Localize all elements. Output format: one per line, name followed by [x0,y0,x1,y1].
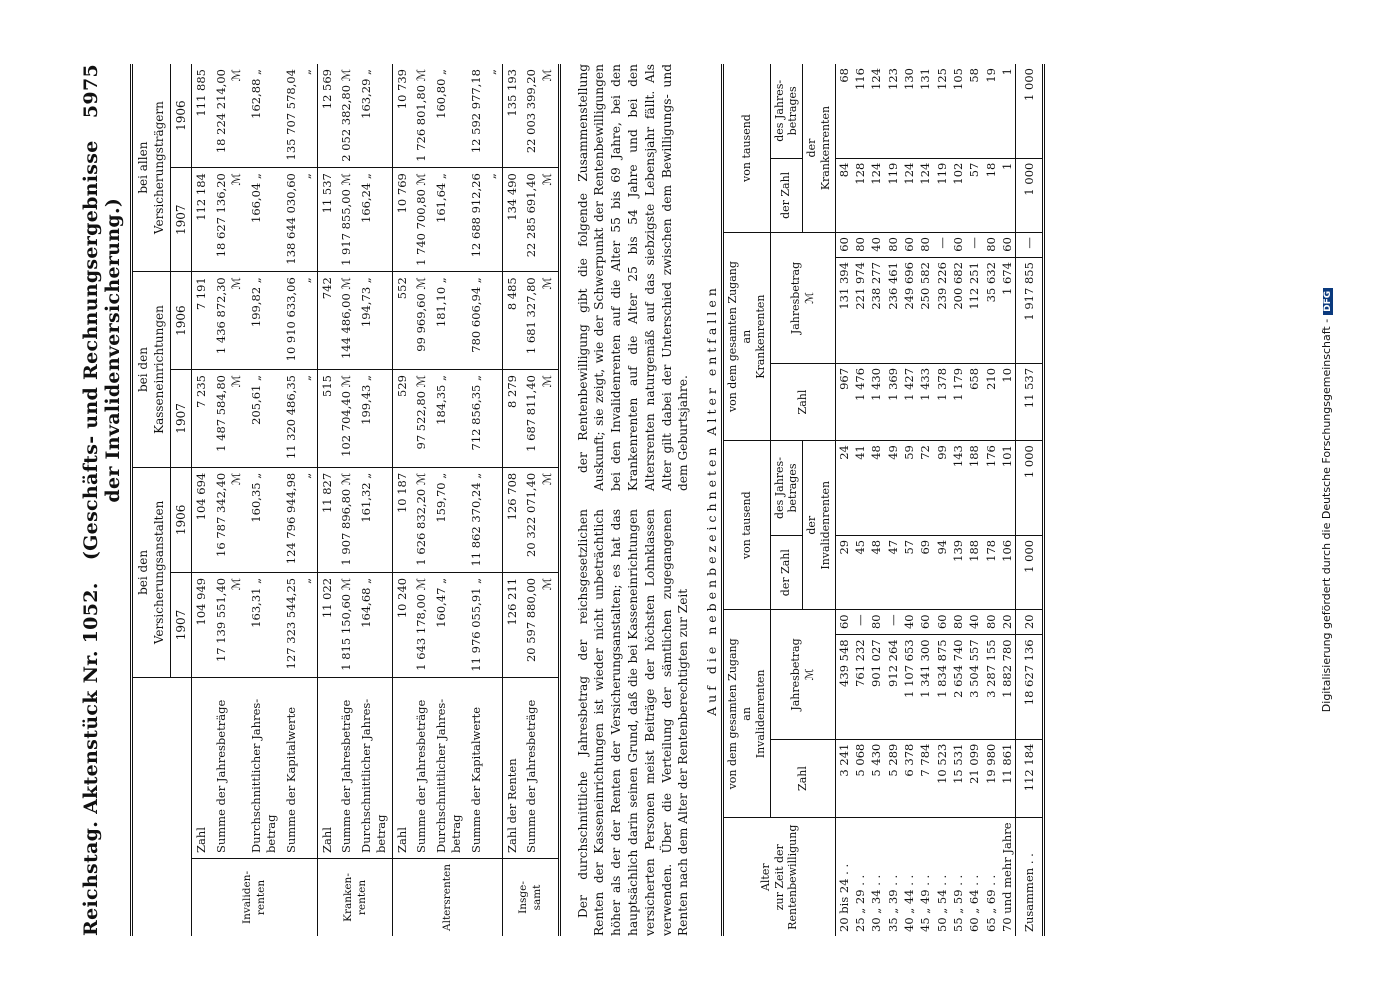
inv-t-zahl-cell: 47 [885,535,901,609]
age-row [852,64,868,936]
age-cell: 20 bis 24 . . [836,863,851,932]
inv-betrag-header: Jahresbetrag ℳ [770,610,835,739]
value-cell: 127 323 544,25 „ [282,572,318,677]
value-cell: 1 643 178,00 ℳ [412,572,432,677]
inv-betrag-cell: 912 264 [885,635,901,739]
value-cell: 12 592 977,18 „ [467,64,503,168]
kr-t-zahl-cell: 124 [901,158,917,232]
summary-row [212,64,247,936]
row-label: Summe der Jahresbeträge [412,678,432,859]
value-cell: 11 862 370,24 „ [467,467,503,572]
year-header: 1907 [171,168,192,272]
age-row [868,64,884,936]
value-cell: 1 907 896,80 ℳ [337,467,357,572]
value-cell: 160,80 „ [432,64,467,168]
value-cell: 135 707 578,04 „ [282,64,318,168]
row-label: Zahl [192,678,212,859]
inv-betrag-cell: 1 834 875 [934,635,950,739]
value-cell: 162,88 „ [247,64,282,168]
summary-row [392,64,412,936]
value-cell: 102 704,40 ℳ [337,370,357,468]
value-cell: 112 184 [192,168,212,272]
kr-t-sub-header: der Krankenrenten [803,64,836,233]
value-cell: 134 490 [502,168,522,272]
value-cell: 97 522,80 ℳ [412,370,432,468]
value-cell: 16 787 342,40 ℳ [212,467,247,572]
inv-pf-cell: — [885,610,901,635]
value-cell: 1 726 801,80 ℳ [412,64,432,168]
kr-t-zahl-cell: 124 [917,158,933,232]
value-cell: 160,47 „ [432,572,467,677]
kr-betrag-cell: 112 251 [966,258,982,364]
value-cell: 164,68 „ [357,572,393,677]
value-cell: 1 436 872,30 ℳ [212,272,247,370]
summary-row [432,64,467,936]
kr-t-betrag-cell: 1 [999,64,1016,158]
inv-betrag-cell: 439 548 [835,635,852,739]
row-label: Summe der Kapitalwerte [467,678,503,859]
kr-zahl-cell: 11 537 [1016,363,1044,440]
inv-t-betrag-cell: 176 [983,441,999,536]
year-header: 1906 [171,272,192,370]
value-cell: 160,35 „ [247,467,282,572]
inv-betrag-cell: 1 341 300 [917,635,933,739]
kr-t-zahl-cell: 1 [999,158,1016,232]
inv-zahl-cell: 5 068 [852,739,868,818]
value-cell: 1 687 811,40 ℳ [522,370,559,468]
inv-t-betrag-header: des Jahres- betrages [770,441,803,536]
inv-pf-cell: 20 [1016,610,1044,635]
kr-zahl-cell: 658 [966,363,982,440]
page-number: 5975 [80,64,102,119]
value-cell: 10 240 [392,572,412,677]
age-row [901,64,917,936]
inv-betrag-cell: 1 882 780 [999,635,1016,739]
summary-row [337,64,357,936]
summary-row [247,64,282,936]
summary-row [192,64,212,936]
value-cell: 529 [392,370,412,468]
total-row [1016,64,1044,936]
inv-t-sub-header: der Invalidenrenten [803,441,836,610]
inv-t-betrag-cell: 41 [852,441,868,536]
age-row [966,64,982,936]
value-cell: 163,29 „ [357,64,393,168]
inv-pf-cell: 60 [917,610,933,635]
value-cell: 20 322 071,40 ℳ [522,467,559,572]
inv-t-betrag-cell: 49 [885,441,901,536]
header-center: (Geschäfts- und Rechnungsergebnisse der Invalidenversicherung.) [80,140,124,561]
digitization-credit [1320,0,1333,1000]
value-cell: 111 885 [192,64,212,168]
summary-row [357,64,393,936]
inv-pf-cell: 80 [983,610,999,635]
kr-t-betrag-cell: 105 [950,64,966,158]
kr-t-betrag-header: des Jahres- betrages [770,64,803,158]
kr-t-betrag-cell: 19 [983,64,999,158]
value-cell: 18 224 214,00 ℳ [212,64,247,168]
inv-zahl-cell: 5 289 [885,739,901,818]
kr-pf-cell: — [1016,233,1044,258]
summary-row [412,64,432,936]
value-cell: 22 003 399,20 ℳ [522,64,559,168]
age-cell: 55 „ 59 . . [950,874,965,932]
inv-t-betrag-cell: 72 [917,441,933,536]
row-label: Durchschnittlicher Jahres- betrag [247,678,282,859]
value-cell: 138 644 030,60 „ [282,168,318,272]
age-row [917,64,933,936]
kr-zahl-cell: 1 378 [934,363,950,440]
summary-table [130,64,561,936]
kr-t-zahl-cell: 84 [835,158,852,232]
value-cell: 7 235 [192,370,212,468]
value-cell: 7 191 [192,272,212,370]
row-label: Zahl [317,678,337,859]
kr-t-zahl-cell: 119 [934,158,950,232]
kr-pf-cell: — [966,233,982,258]
kr-zahl-cell: 1 476 [852,363,868,440]
value-cell: 2 052 382,80 ℳ [337,64,357,168]
kr-betrag-cell: 35 632 [983,258,999,364]
value-cell: 712 856,35 „ [467,370,503,468]
kr-t-zahl-cell: 119 [885,158,901,232]
kr-zahl-cell: 1 430 [868,363,884,440]
inv-t-betrag-cell: 48 [868,441,884,536]
year-header: 1907 [171,370,192,468]
value-cell: 10 187 [392,467,412,572]
value-cell: 12 569 [317,64,337,168]
kr-pf-cell: 60 [835,233,852,258]
age-table-caption: Auf die nebenbezeichneten Alter entfallen [704,284,720,716]
inv-t-betrag-cell: 101 [999,441,1016,536]
value-cell: 11 320 486,35 „ [282,370,318,468]
value-cell: 18 627 136,20 ℳ [212,168,247,272]
age-row [885,64,901,936]
section-label: Invaliden- renten [241,870,268,925]
inv-t-zahl-cell: 57 [901,535,917,609]
age-cell: 65 „ 69 . . [983,874,998,932]
inv-t-betrag-cell: 99 [934,441,950,536]
inv-t-betrag-cell: 188 [966,441,982,536]
inv-t-zahl-cell: 139 [950,535,966,609]
kr-zahl-cell: 1 369 [885,363,901,440]
inv-pf-cell: 80 [950,610,966,635]
kr-betrag-cell: 238 277 [868,258,884,364]
kr-pf-cell: 40 [868,233,884,258]
inv-betrag-cell: 3 504 557 [966,635,982,739]
kr-betrag-cell: 1 917 855 [1016,258,1044,364]
age-row [934,64,950,936]
inv-zahl-cell: 10 523 [934,739,950,818]
inv-t-zahl-cell: 48 [868,535,884,609]
value-cell: 780 606,94 „ [467,272,503,370]
row-label: Zahl der Renten [502,678,522,859]
value-cell: 104 949 [192,572,212,677]
value-cell: 10 910 633,06 „ [282,272,318,370]
year-header: 1906 [171,467,192,572]
inv-pf-cell: — [852,610,868,635]
kr-betrag-cell: 221 974 [852,258,868,364]
value-cell: 99 969,60 ℳ [412,272,432,370]
page-content [80,64,1045,936]
inv-zahl-cell: 7 784 [917,739,933,818]
kr-t-zahl-cell: 18 [983,158,999,232]
age-cell: 70 und mehr Jahre [999,822,1014,932]
kr-group-header: von dem gesamten Zugang an Krankenrenten [723,233,770,441]
prose-right: der Rentenbewilligung gibt die folgende Zusammenstellung Auskunft; sie zeigt, wie der Schwerpunkt der Rentenbewilligungen bei den Invalidenrenten auf die Alter 55 bis 69 Jahre, bei den Krankenrenten auf die Alter 25 bis 54 Jahre und bei den Altersrenten naturgemäß auf das siebzigste Lebensjahr fällt. Als Alter gilt dabei der Unterschied zwischen dem Bewilligungs- und dem Geburtsjahre. [575,64,691,491]
kr-t-betrag-cell: 68 [835,64,852,158]
age-cell: 50 „ 54 . . [934,874,949,932]
value-cell: 8 485 [502,272,522,370]
inv-t-zahl-cell: 178 [983,535,999,609]
value-cell: 11 976 055,91 „ [467,572,503,677]
kr-betrag-header: Jahresbetrag ℳ [770,233,835,364]
inv-t-zahl-cell: 94 [934,535,950,609]
inv-t-betrag-cell: 24 [835,441,852,536]
row-label: Durchschnittlicher Jahres- betrag [357,678,393,859]
value-cell: 166,04 „ [247,168,282,272]
kr-pf-cell: 60 [999,233,1016,258]
value-cell: 126 211 [502,572,522,677]
value-cell: 126 708 [502,467,522,572]
kr-zahl-header: Zahl [770,363,835,440]
row-label: Summe der Kapitalwerte [282,678,318,859]
inv-betrag-cell: 2 654 740 [950,635,966,739]
kr-t-zahl-cell: 1 000 [1016,158,1044,232]
inv-zahl-cell: 19 980 [983,739,999,818]
kr-pf-cell: — [934,233,950,258]
value-cell: 1 815 150,60 ℳ [337,572,357,677]
kr-betrag-cell: 239 226 [934,258,950,364]
group-header: bei den Versicherungsanstalten [132,467,171,677]
kr-zahl-cell: 1 179 [950,363,966,440]
summary-row [317,64,337,936]
value-cell: 144 486,00 ℳ [337,272,357,370]
age-table-body [835,64,1044,936]
value-cell: 1 740 700,80 ℳ [412,168,432,272]
section-label: Kranken- renten [317,859,392,936]
inv-pf-cell: 60 [934,610,950,635]
value-cell: 1 626 832,20 ℳ [412,467,432,572]
inv-t-zahl-cell: 45 [852,535,868,609]
inv-t-betrag-cell: 59 [901,441,917,536]
age-cell: 30 „ 34 . . [869,874,884,932]
prose-section [575,64,693,936]
inv-zahl-cell: 15 531 [950,739,966,818]
inv-pf-cell: 20 [999,610,1016,635]
value-cell: 194,73 „ [357,272,393,370]
value-cell: 1 681 327,80 ℳ [522,272,559,370]
summary-row [502,64,522,936]
age-row [999,64,1016,936]
inv-t-zahl-cell: 1 000 [1016,535,1044,609]
kr-zahl-cell: 1 427 [901,363,917,440]
inv-betrag-cell: 18 627 136 [1016,635,1044,739]
inv-pf-cell: 60 [835,610,852,635]
age-cell: 60 „ 64 . . [967,874,982,932]
age-row [950,64,966,936]
inv-t-betrag-cell: 1 000 [1016,441,1044,536]
inv-betrag-cell: 761 232 [852,635,868,739]
age-cell: 35 „ 39 . . [885,874,900,932]
running-header [80,64,130,936]
header-left: Reichstag. Aktenstück Nr. 1052. [80,582,102,936]
row-label: Durchschnittlicher Jahres- betrag [432,678,467,859]
value-cell: 124 796 944,98 „ [282,467,318,572]
value-cell: 10 739 [392,64,412,168]
value-cell: 11 827 [317,467,337,572]
inv-group-header: von dem gesamten Zugang an Invalidenrenten [723,610,770,818]
value-cell: 12 688 912,26 „ [467,168,503,272]
value-cell: 184,35 „ [432,370,467,468]
inv-zahl-header: Zahl [770,739,835,818]
inv-pf-cell: 40 [901,610,917,635]
inv-zahl-cell: 112 184 [1016,739,1044,818]
value-cell: 515 [317,370,337,468]
kr-pf-cell: 80 [852,233,868,258]
credit-text: Digitalisierung gefördert durch die Deutsche Forschungsgemeinschaft - [1320,318,1333,713]
value-cell: 166,24 „ [357,168,393,272]
kr-pf-cell: 60 [901,233,917,258]
row-label: Summe der Jahresbeträge [522,678,559,859]
kr-t-zahl-cell: 102 [950,158,966,232]
inv-pf-cell: 40 [966,610,982,635]
age-row [983,64,999,936]
kr-pf-cell: 60 [950,233,966,258]
prose-left: Der durchschnittliche Jahresbetrag der reichsgesetzlichen Renten der Kasseneinrichtungen ist wieder nicht unbeträchtlich höher als der der Renten der Versicherungsanstalten; es hat das hauptsächlich darin seinen Grund, daß die bei Kasseneinrichtungen versicherten Personen meist Beiträge der höchsten Lohnklassen verwenden. Über die Verteilung der sämtlichen zugegangenen Renten nach dem Alter der Rentenberechtigten zur Zeit [575,509,691,936]
inv-pf-cell: 80 [868,610,884,635]
age-row [835,64,852,936]
kr-t-zahl-cell: 124 [868,158,884,232]
value-cell: 11 022 [317,572,337,677]
inv-t-zahl-cell: 29 [835,535,852,609]
dfg-logo: DFG [1323,288,1333,315]
value-cell: 552 [392,272,412,370]
age-table [721,64,1045,936]
value-cell: 10 769 [392,168,412,272]
group-header: bei allen Versicherungsträgern [132,64,171,272]
kr-t-betrag-cell: 116 [852,64,868,158]
kr-t-betrag-cell: 1 000 [1016,64,1044,158]
value-cell: 161,64 „ [432,168,467,272]
inv-zahl-cell: 3 241 [835,739,852,818]
kr-betrag-cell: 200 682 [950,258,966,364]
value-cell: 181,10 „ [432,272,467,370]
value-cell: 17 139 551,40 ℳ [212,572,247,677]
inv-zahl-cell: 11 861 [999,739,1016,818]
kr-zahl-cell: 1 433 [917,363,933,440]
inv-tausend-header: von tausend [723,441,770,610]
kr-betrag-cell: 249 696 [901,258,917,364]
kr-pf-cell: 80 [983,233,999,258]
group-header: bei den Kasseneinrichtungen [132,272,171,468]
kr-t-betrag-cell: 123 [885,64,901,158]
kr-t-betrag-cell: 130 [901,64,917,158]
value-cell: 199,43 „ [357,370,393,468]
kr-t-betrag-cell: 125 [934,64,950,158]
kr-t-betrag-cell: 58 [966,64,982,158]
age-cell: 45 „ 49 . . [918,874,933,932]
kr-t-zahl-header: der Zahl [770,158,803,232]
value-cell: 135 193 [502,64,522,168]
row-label: Summe der Jahresbeträge [212,678,247,859]
summary-row [282,64,318,936]
value-cell: 8 279 [502,370,522,468]
value-cell: 199,82 „ [247,272,282,370]
value-cell: 104 694 [192,467,212,572]
kr-betrag-cell: 250 582 [917,258,933,364]
kr-tausend-header: von tausend [723,64,770,233]
kr-pf-cell: 80 [885,233,901,258]
summary-table-body [192,64,559,936]
inv-zahl-cell: 21 099 [966,739,982,818]
inv-t-zahl-cell: 106 [999,535,1016,609]
summary-table-corner [132,678,192,936]
value-cell: 11 537 [317,168,337,272]
kr-pf-cell: 80 [917,233,933,258]
value-cell: 742 [317,272,337,370]
value-cell: 1 917 855,00 ℳ [337,168,357,272]
value-cell: 161,32 „ [357,467,393,572]
inv-zahl-cell: 5 430 [868,739,884,818]
age-header: Alter zur Zeit der Rentenbewilligung [723,818,835,936]
kr-t-zahl-cell: 128 [852,158,868,232]
value-cell: 22 285 691,40 ℳ [522,168,559,272]
row-label: Summe der Jahresbeträge [337,678,357,859]
year-header: 1906 [171,64,192,168]
kr-t-zahl-cell: 57 [966,158,982,232]
kr-betrag-cell: 1 674 [999,258,1016,364]
inv-zahl-cell: 6 378 [901,739,917,818]
kr-zahl-cell: 10 [999,363,1016,440]
value-cell: 1 487 584,80 ℳ [212,370,247,468]
inv-betrag-cell: 901 027 [868,635,884,739]
section-label: Altersrenten [392,859,502,936]
kr-betrag-cell: 131 394 [835,258,852,364]
kr-t-betrag-cell: 124 [868,64,884,158]
summary-row [522,64,559,936]
inv-t-zahl-cell: 188 [966,535,982,609]
inv-betrag-cell: 1 107 653 [901,635,917,739]
inv-betrag-cell: 3 287 155 [983,635,999,739]
kr-betrag-cell: 236 461 [885,258,901,364]
kr-zahl-cell: 967 [835,363,852,440]
age-cell: 25 „ 29 . . [852,874,867,932]
kr-zahl-cell: 210 [983,363,999,440]
section-label: Insge- samt [502,859,559,936]
row-label: Zahl [392,678,412,859]
value-cell: 159,70 „ [432,467,467,572]
kr-t-betrag-cell: 131 [917,64,933,158]
age-cell: 40 „ 44 . . [901,874,916,932]
inv-t-zahl-header: der Zahl [770,535,803,609]
value-cell: 20 597 880,00 ℳ [522,572,559,677]
summary-row [467,64,503,936]
value-cell: 205,61 „ [247,370,282,468]
value-cell: 163,31 „ [247,572,282,677]
age-cell: Zusammen . . [1016,818,1044,936]
inv-t-zahl-cell: 69 [917,535,933,609]
inv-t-betrag-cell: 143 [950,441,966,536]
year-header: 1907 [171,572,192,677]
